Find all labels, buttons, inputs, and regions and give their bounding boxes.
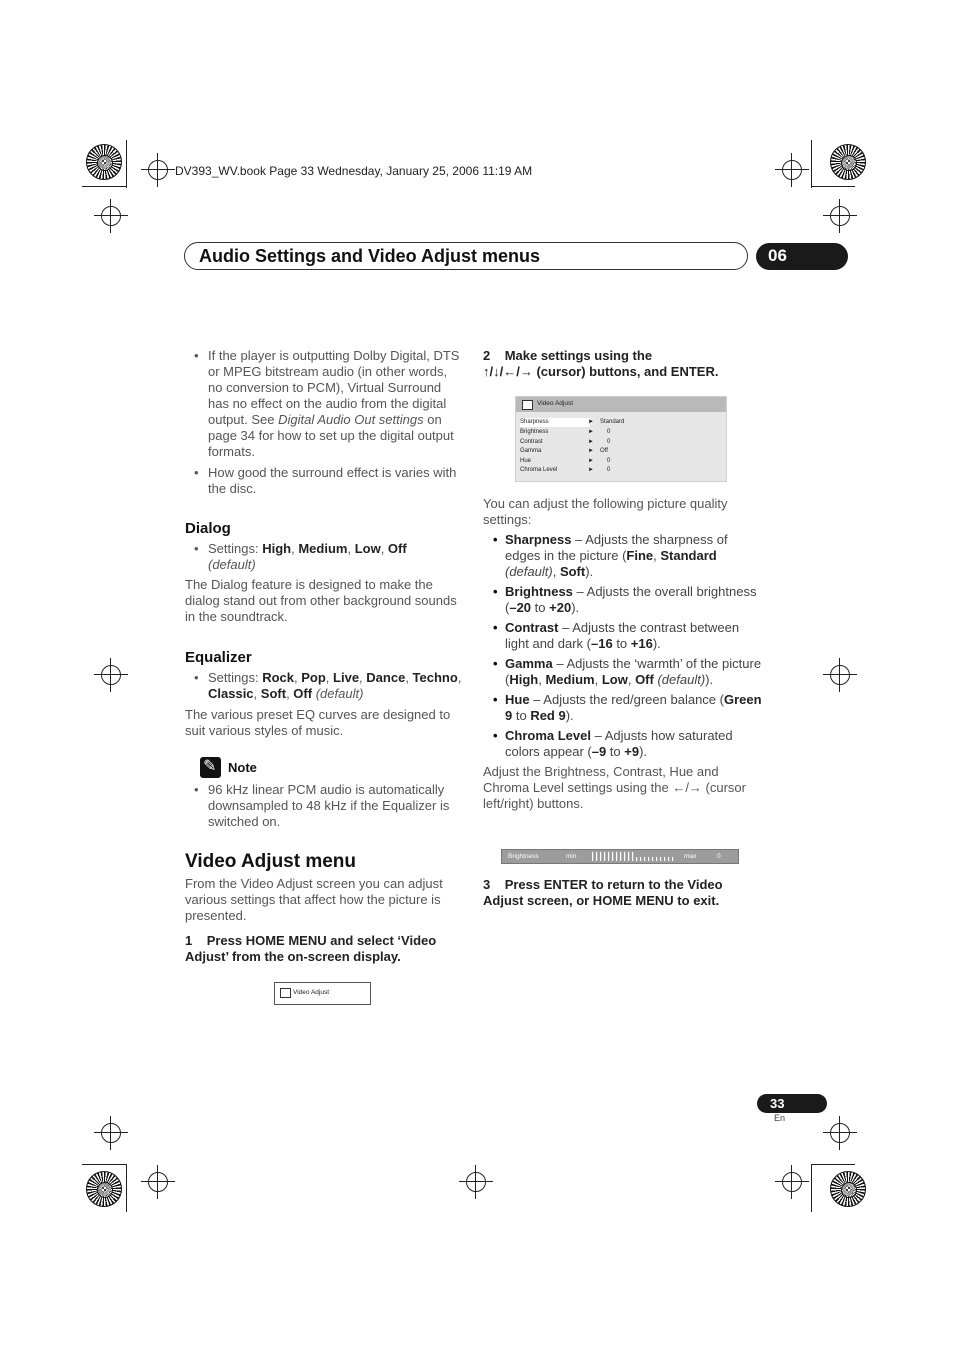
crosshair-icon	[830, 665, 850, 685]
step-3: 3 Press ENTER to return to the Video Adjust screen, or HOME MENU to exit.	[483, 877, 723, 908]
video-adjust-icon	[522, 400, 533, 410]
registration-sunburst-icon	[86, 1171, 122, 1207]
settings-intro: You can adjust the following picture quality settings:	[483, 496, 728, 527]
crosshair-icon	[101, 206, 121, 226]
level-ticks	[590, 852, 680, 861]
osd-header: Video Adjust	[516, 397, 726, 412]
book-info-line: DV393_WV.book Page 33 Wednesday, January 25, 2006 11:19 AM	[175, 164, 533, 178]
crosshair-icon	[148, 160, 168, 180]
note-body	[185, 782, 462, 830]
page-number: 33	[770, 1096, 785, 1111]
level-tick	[636, 857, 637, 861]
osd-row-brightness: Brightness ► 0	[520, 429, 611, 435]
note-pencil-icon	[200, 757, 221, 778]
crosshair-icon	[148, 1172, 168, 1192]
registration-sunburst-icon	[86, 144, 122, 180]
video-adjust-icon	[280, 988, 291, 998]
dialog-heading: Dialog	[185, 520, 231, 537]
crosshair-icon	[101, 1123, 121, 1143]
setting-gamma: • Gamma – Adjusts the ‘warmth’ of the picture (High, Medium, Low, Off (default)).	[483, 656, 763, 688]
level-tick	[632, 852, 633, 861]
setting-sharpness: • Sharpness – Adjusts the sharpness of edges in the picture (Fine, Standard (default), Soft).	[483, 532, 763, 580]
level-tick	[592, 852, 593, 861]
level-tick	[664, 857, 665, 861]
bar-label: Brightness	[508, 853, 539, 860]
note-label: Note	[228, 760, 257, 775]
settings-list	[483, 532, 763, 760]
equalizer-description: The various preset EQ curves are designed to suit various styles of music.	[185, 707, 451, 738]
crosshair-icon	[782, 1172, 802, 1192]
osd-row-contrast: Contrast ► 0	[520, 439, 611, 445]
equalizer-settings: • Settings: Rock, Pop, Live, Dance, Techno, Classic, Soft, Off (default)	[185, 670, 462, 702]
level-tick	[600, 852, 601, 861]
registration-sunburst-icon	[830, 144, 866, 180]
dialog-settings: • Settings: High, Medium, Low, Off (default)	[185, 541, 462, 573]
left-column	[185, 348, 462, 739]
level-tick	[620, 852, 621, 861]
crosshair-icon	[830, 206, 850, 226]
bar-max-label: max	[684, 853, 697, 860]
chapter-number: 06	[768, 246, 787, 265]
setting-chroma-level: • Chroma Level – Adjusts how saturated colors appear (–9 to +9).	[483, 728, 763, 760]
picture-settings	[483, 496, 763, 812]
dialog-description: The Dialog feature is designed to make the dialog stand out from other background sounds in the soundtrack.	[185, 577, 457, 624]
level-tick	[628, 852, 629, 861]
setting-brightness: • Brightness – Adjusts the overall brightness (–20 to +20).	[483, 584, 763, 616]
list-item: • How good the surround effect is varies with the disc.	[185, 465, 462, 497]
level-tick	[604, 852, 605, 861]
level-tick	[644, 857, 645, 861]
level-tick	[656, 857, 657, 861]
crosshair-icon	[782, 160, 802, 180]
registration-sunburst-icon	[830, 1171, 866, 1207]
video-adjust-heading: Video Adjust menu	[185, 851, 357, 872]
brightness-level-bar	[501, 849, 739, 864]
osd-row-sharpness: Sharpness ► Standard	[520, 419, 625, 425]
level-tick	[596, 852, 597, 861]
video-adjust-intro: From the Video Adjust screen you can adjust various settings that affect how the picture is presented.	[185, 876, 443, 923]
video-adjust-section	[185, 851, 462, 965]
setting-contrast: • Contrast – Adjusts the contrast between light and dark (–16 to +16).	[483, 620, 763, 652]
level-tick	[668, 857, 669, 861]
equalizer-heading: Equalizer	[185, 649, 252, 666]
osd-row-chroma-level: Chroma Level ► 0	[520, 467, 611, 473]
level-tick	[648, 857, 649, 861]
setting-hue: • Hue – Adjusts the red/green balance (Green 9 to Red 9).	[483, 692, 763, 724]
page-title: Audio Settings and Video Adjust menus	[199, 246, 541, 266]
level-tick	[624, 852, 625, 861]
level-tick	[608, 852, 609, 861]
adjust-instructions: Adjust the Brightness, Contrast, Hue and Chroma Level settings using the ←/→ (cursor left/right) buttons.	[483, 764, 746, 811]
level-tick	[660, 857, 661, 861]
crosshair-icon	[830, 1123, 850, 1143]
osd-row-gamma: Gamma ► Off	[520, 448, 608, 454]
crosshair-icon	[466, 1172, 486, 1192]
osd-video-adjust-menu-item: Video Adjust	[274, 982, 371, 1005]
osd-video-adjust-screen	[515, 396, 727, 482]
step-2: 2 Make settings using the ↑/↓/←/→ (cursor) buttons, and ENTER.	[483, 348, 719, 379]
level-tick	[672, 857, 673, 861]
osd-row-hue: Hue ► 0	[520, 458, 611, 464]
level-tick	[640, 857, 641, 861]
page-language: En	[774, 1113, 786, 1123]
crosshair-icon	[101, 665, 121, 685]
page-number-tab	[757, 1094, 827, 1113]
bar-min-label: min	[566, 853, 577, 860]
level-tick	[616, 852, 617, 861]
cross-reference: Digital Audio Out settings	[278, 412, 424, 427]
level-tick	[612, 852, 613, 861]
list-item: • 96 kHz linear PCM audio is automatically downsampled to 48 kHz if the Equalizer is switched on.	[185, 782, 462, 830]
bar-value: 0	[717, 853, 721, 860]
level-tick	[652, 857, 653, 861]
step-1: 1 Press HOME MENU and select ‘Video Adjust’ from the on-screen display.	[185, 933, 437, 964]
list-item: • If the player is outputting Dolby Digital, DTS or MPEG bitstream audio (in other words, no conversion to PCM), Virtual Surround has no effect on the audio from the digital output. See Digital Audio Out settings on page 34 for how to set up the digital output formats.	[185, 348, 462, 460]
